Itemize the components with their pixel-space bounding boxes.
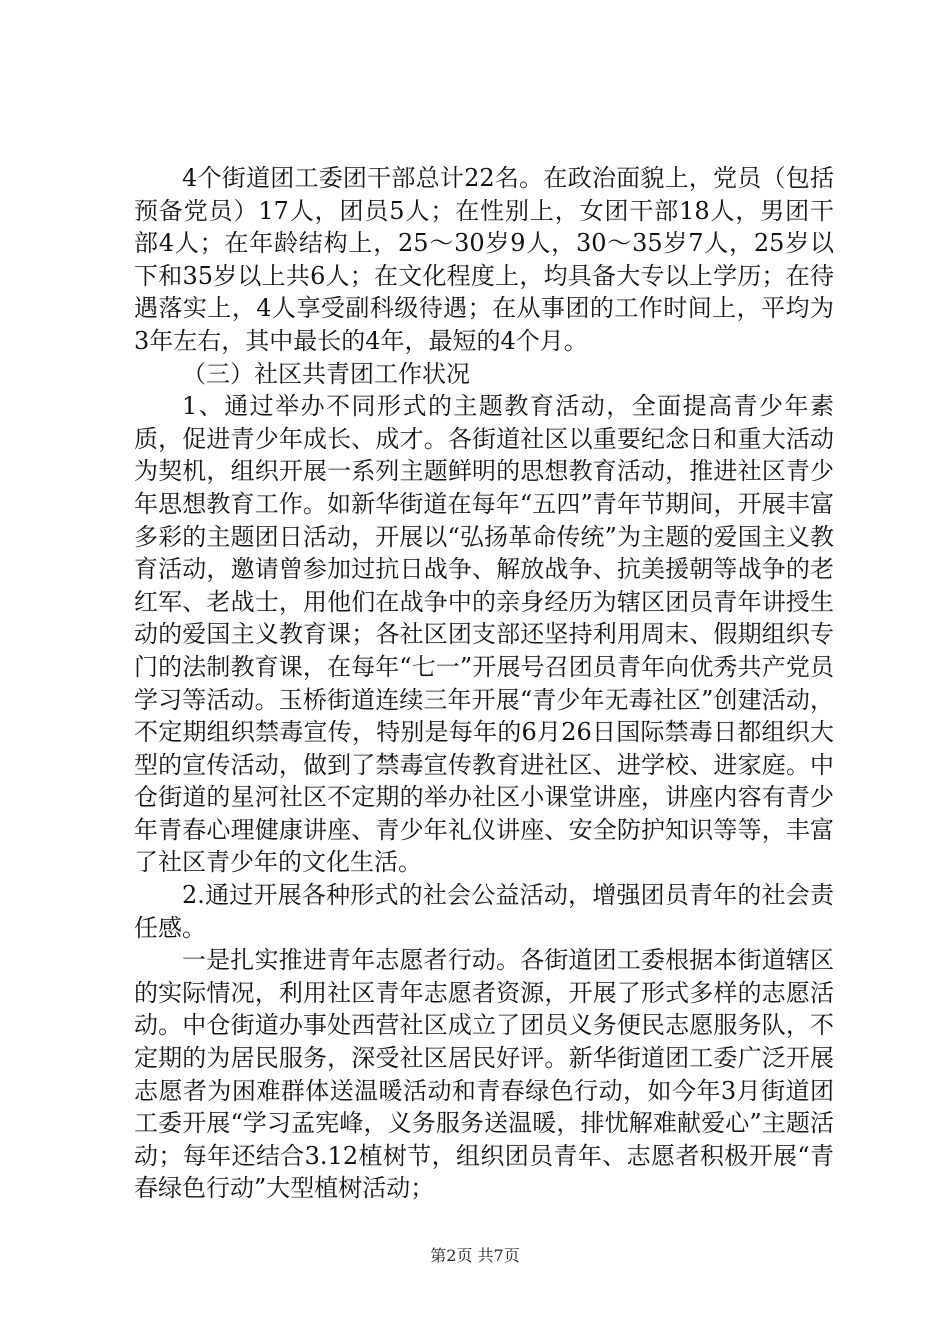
- paragraph-theme-education: 1、通过举办不同形式的主题教育活动，全面提高青少年素质，促进青少年成长、成才。各街道社区以重要纪念日和重大活动为契机，组织开展一系列主题鲜明的思想教育活动，推进社区青少年思想教育工作。如新华街道在每年“五四”青年节期间，开展丰富多彩的主题团日活动，开展以“弘扬革命传统”为主题的爱国主义教育活动，邀请曾参加过抗日战争、解放战争、抗美援朝等战争的老红军、老战士，用他们在战争中的亲身经历为辖区团员青年讲授生动的爱国主义教育课；各社区团支部还坚持利用周末、假期组织专门的法制教育课，在每年“七一”开展号召团员青年向优秀共产党员学习等活动。玉桥街道连续三年开展“青少年无毒社区”创建活动，不定期组织禁毒宣传，特别是每年的6月26日国际禁毒日都组织大型的宣传活动，做到了禁毒宣传教育进社区、进学校、进家庭。中仓街道的星河社区不定期的举办社区小课堂讲座，讲座内容有青少年青春心理健康讲座、青少年礼仪讲座、安全防护知识等等，丰富了社区青少年的文化生活。: [134, 392, 834, 877]
- section-heading-community-youth-league: （三）社区共青团工作状况: [182, 359, 470, 388]
- document-body: [134, 162, 834, 1205]
- paragraph-cadre-statistics: 4个街道团工委团干部总计22名。在政治面貌上，党员（包括预备党员）17人，团员5人；在性别上，女团干部18人，男团干部4人；在年龄结构上，25～30岁9人，30～35岁7人，25岁以下和35岁以上共6人；在文化程度上，均具备大专以上学历；在待遇落实上，4人享受副科级待遇；在从事团的工作时间上，平均为3年左右，其中最长的4年，最短的4个月。: [134, 164, 834, 355]
- page-number-footer: 第2页 共7页: [430, 1246, 520, 1265]
- paragraph-volunteer-action: 一是扎实推进青年志愿者行动。各街道团工委根据本街道辖区的实际情况，利用社区青年志愿者资源，开展了形式多样的志愿活动。中仓街道办事处西营社区成立了团员义务便民志愿服务队，不定期的为居民服务，深受社区居民好评。新华街道团工委广泛开展志愿者为困难群体送温暖活动和青春绿色行动，如今年3月街道团工委开展“学习孟宪峰，义务服务送温暖，排忧解难献爱心”主题活动；每年还结合3.12植树节，组织团员青年、志愿者积极开展“青春绿色行动”大型植树活动；: [134, 946, 834, 1203]
- paragraph-public-welfare: 2.通过开展各种形式的社会公益活动，增强团员青年的社会责任感。: [134, 881, 834, 942]
